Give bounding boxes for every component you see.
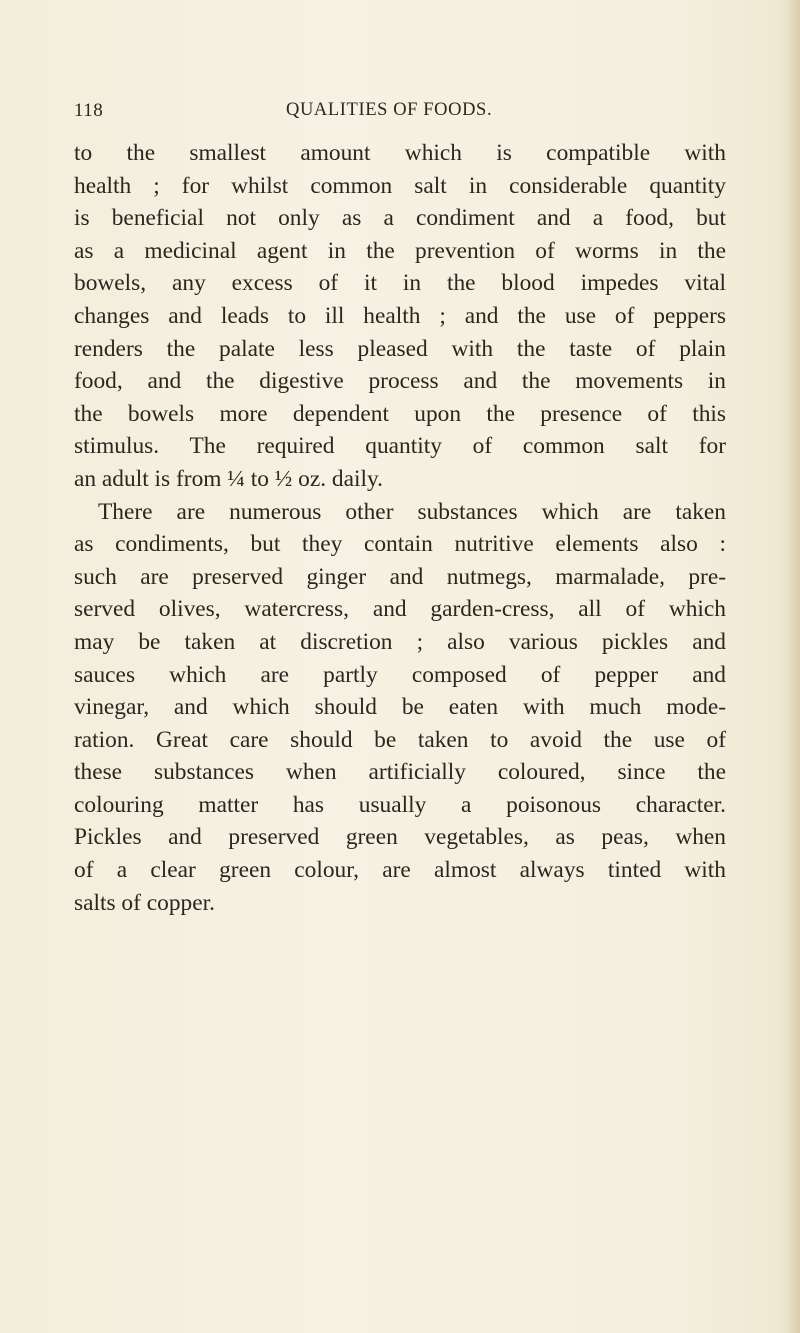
text-line: such are preserved ginger and nutmegs, marmalade, pre- [74, 563, 726, 590]
text-line: as a medicinal agent in the prevention of worms in the [74, 237, 726, 264]
text-line: ration. Great care should be taken to avoid the use of [74, 726, 726, 753]
text-line: served olives, watercress, and garden-cress, all of which [74, 596, 726, 623]
text-line: these substances when artificially coloured, since the [74, 759, 726, 786]
text-line: Pickles and preserved green vegetables, as peas, when [74, 824, 726, 851]
running-title: QUALITIES OF FOODS. [286, 100, 493, 120]
page-header [74, 100, 726, 130]
text-line: health ; for whilst common salt in considerable quantity [74, 172, 726, 199]
text-line: the bowels more dependent upon the presence of this [74, 400, 726, 427]
text-line: There are numerous other substances which are taken [98, 498, 726, 525]
text-line: vinegar, and which should be eaten with much mode- [74, 694, 726, 721]
text-line: food, and the digestive process and the movements in [74, 368, 726, 395]
text-line: renders the palate less pleased with the taste of plain [74, 335, 726, 362]
text-line: sauces which are partly composed of pepper and [74, 661, 726, 688]
text-line: changes and leads to ill health ; and the use of peppers [74, 302, 726, 329]
body-text [74, 137, 726, 919]
text-line: colouring matter has usually a poisonous character. [74, 791, 726, 818]
text-line: an adult is from ¼ to ½ oz. daily. [74, 465, 384, 492]
text-line: is beneficial not only as a condiment and a food, but [74, 205, 726, 232]
text-line: as condiments, but they contain nutritive elements also : [74, 531, 726, 558]
text-line: may be taken at discretion ; also various pickles and [74, 628, 726, 655]
text-line: stimulus. The required quantity of common salt for [74, 433, 726, 460]
page-number: 118 [74, 100, 104, 121]
text-line: of a clear green colour, are almost always tinted with [74, 857, 726, 884]
page-edge-shadow [786, 0, 800, 1333]
text-line: to the smallest amount which is compatible with [74, 140, 726, 166]
text-line: salts of copper. [74, 889, 215, 916]
text-line: bowels, any excess of it in the blood impedes vital [74, 270, 726, 297]
